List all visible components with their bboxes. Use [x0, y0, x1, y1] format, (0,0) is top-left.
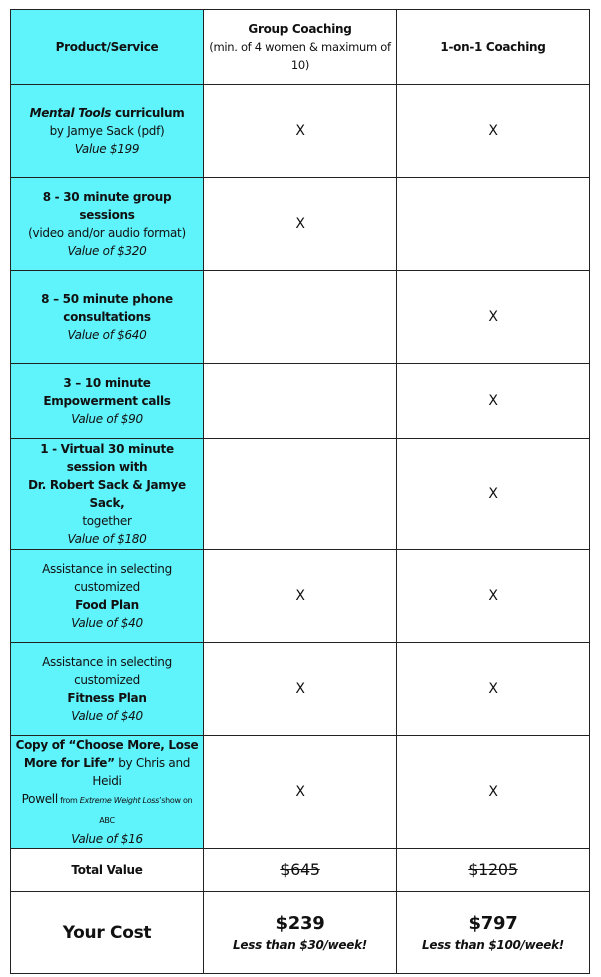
header-product-service: Product/Service	[11, 10, 204, 85]
one-on-one-mark	[397, 178, 590, 271]
row-value: Value of $640	[67, 328, 147, 342]
row-book-copy	[11, 736, 204, 849]
row-value: Value $199	[74, 142, 140, 156]
row-value: Value of $40	[71, 709, 143, 723]
group-cost	[204, 892, 397, 974]
total-value-row	[11, 849, 590, 892]
one-on-one-total-value	[397, 849, 590, 892]
row-label: Assistance in selecting customized	[42, 562, 172, 594]
row-fitness-plan	[11, 643, 204, 736]
group-mark: X	[204, 736, 397, 849]
header-group-coaching	[204, 10, 397, 85]
group-total-amount: $645	[280, 859, 320, 879]
row-label: 8 – 50 minute phone	[41, 292, 173, 306]
group-price-note: Less than $30/week!	[233, 937, 367, 952]
table-row	[11, 178, 590, 271]
row-value: Value of $40	[71, 616, 143, 630]
row-source-note-c: ’show on ABC	[99, 796, 193, 825]
one-on-one-cost	[397, 892, 590, 974]
row-virtual-session	[11, 439, 204, 550]
one-on-one-total-amount: $1205	[468, 859, 518, 879]
row-food-plan	[11, 550, 204, 643]
table-row	[11, 271, 590, 364]
row-phone-consultations	[11, 271, 204, 364]
total-value-label: Total Value	[11, 849, 204, 892]
row-source-note-a: from	[57, 796, 80, 805]
coaching-comparison-table	[10, 9, 590, 974]
group-mark: X	[204, 85, 397, 178]
one-on-one-mark: X	[397, 364, 590, 439]
group-mark	[204, 271, 397, 364]
header-one-on-one-coaching: 1-on-1 Coaching	[397, 10, 590, 85]
one-on-one-mark: X	[397, 643, 590, 736]
group-coaching-title: Group Coaching	[248, 22, 352, 36]
your-cost-label: Your Cost	[11, 892, 204, 974]
row-label: 3 – 10 minute Empowerment calls	[43, 376, 171, 408]
row-value: Value of $16	[71, 832, 143, 846]
row-label: 1 - Virtual 30 minute session with	[40, 442, 174, 474]
table-row	[11, 85, 590, 178]
one-on-one-mark: X	[397, 271, 590, 364]
group-price: $239	[275, 912, 325, 934]
group-mark: X	[204, 643, 397, 736]
header-row	[11, 10, 590, 85]
row-label-author-cont: Powell	[21, 792, 58, 806]
row-value: Value of $320	[67, 244, 147, 258]
row-label: Copy of “Choose More, Lose	[15, 738, 199, 752]
table-row	[11, 643, 590, 736]
row-mental-tools	[11, 85, 204, 178]
one-on-one-mark: X	[397, 736, 590, 849]
one-on-one-mark: X	[397, 85, 590, 178]
row-sublabel: (video and/or audio format)	[28, 226, 186, 240]
row-sublabel: by Jamye Sack (pdf)	[49, 124, 165, 138]
one-on-one-mark: X	[397, 550, 590, 643]
group-total-value	[204, 849, 397, 892]
table-row	[11, 736, 590, 849]
row-value: Value of $90	[71, 412, 143, 426]
comparison-table-wrapper	[10, 9, 590, 974]
one-on-one-price-note: Less than $100/week!	[422, 937, 564, 952]
row-sublabel: together	[82, 514, 132, 528]
row-label-cont: consultations	[63, 310, 151, 324]
your-cost-row	[11, 892, 590, 974]
row-label: 8 - 30 minute group sessions	[42, 190, 172, 222]
row-label: Assistance in selecting customized	[42, 655, 172, 687]
row-label-italic: Mental Tools	[29, 106, 112, 120]
row-group-sessions	[11, 178, 204, 271]
row-label-author: by Chris and Heidi	[92, 756, 191, 788]
table-row	[11, 439, 590, 550]
group-mark: X	[204, 550, 397, 643]
row-label-bold: Fitness Plan	[67, 691, 147, 705]
group-mark	[204, 439, 397, 550]
group-coaching-subtitle: (min. of 4 women & maximum of 10)	[209, 40, 391, 72]
one-on-one-mark: X	[397, 439, 590, 550]
group-mark	[204, 364, 397, 439]
row-label-cont: More for Life”	[23, 756, 115, 770]
row-value: Value of $180	[67, 532, 147, 546]
table-row	[11, 550, 590, 643]
row-label: curriculum	[111, 106, 185, 120]
row-label-cont: Dr. Robert Sack & Jamye Sack,	[28, 478, 186, 510]
group-mark: X	[204, 178, 397, 271]
row-source-note-show: Extreme Weight Loss	[79, 796, 160, 805]
one-on-one-price: $797	[468, 912, 518, 934]
row-empowerment-calls	[11, 364, 204, 439]
table-row	[11, 364, 590, 439]
row-label-bold: Food Plan	[75, 598, 139, 612]
